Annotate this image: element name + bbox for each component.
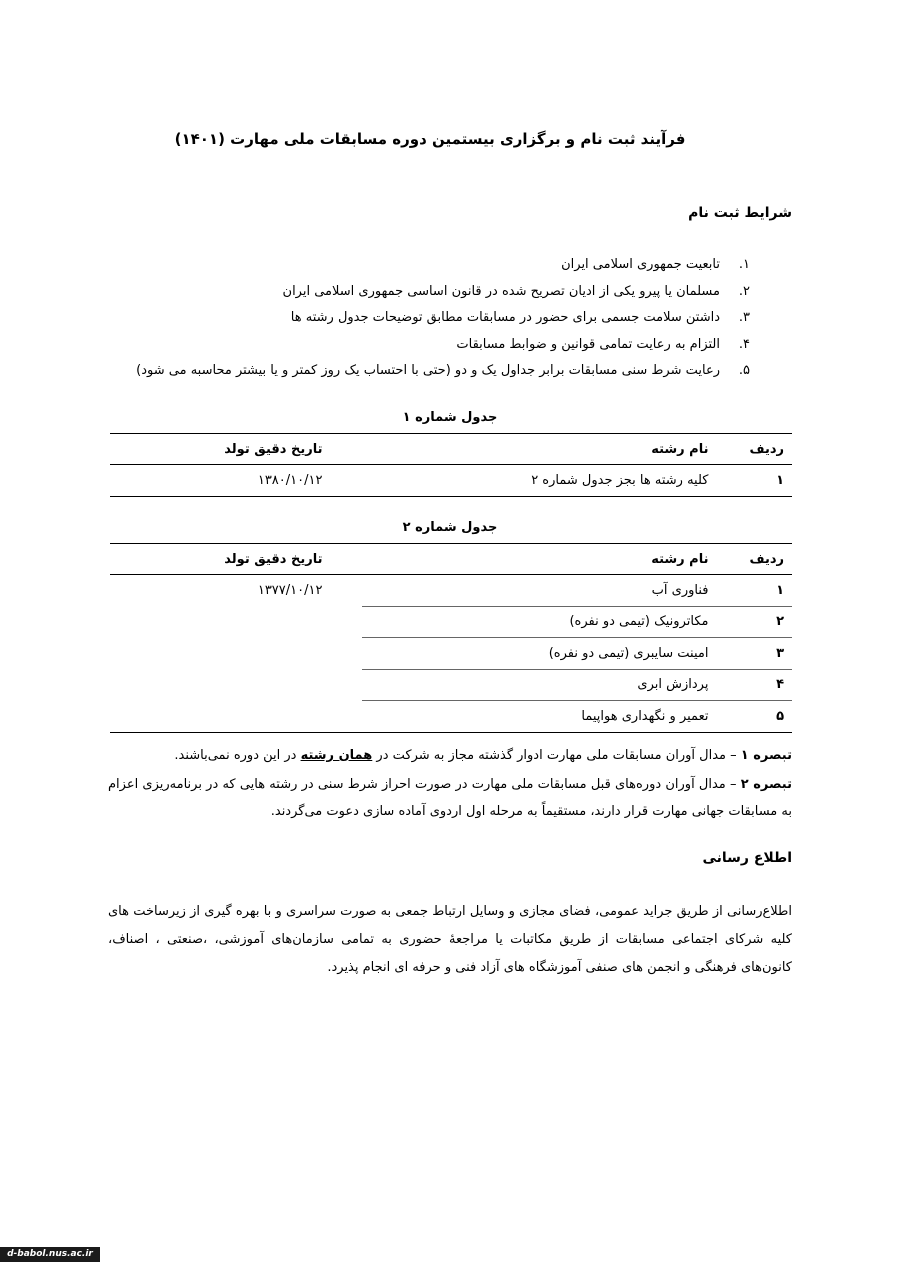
list-item bbox=[70, 305, 750, 332]
row-number: ۱ bbox=[748, 465, 792, 497]
conditions-heading: شرایط ثبت نام bbox=[688, 205, 792, 221]
note-2-text: – مدال آوران دوره‌های قبل مسابقات ملی مهارت در صورت احراز شرط سنی در رشته هایی که در برنامه‌ریزی اعزام به مسابقات جهانی مهارت قرار دارند، مستقیماً به مرحله اول اردوی آماده سازی دعوت می‌گردند. bbox=[108, 777, 792, 819]
table-row bbox=[110, 638, 792, 670]
table-row bbox=[110, 606, 792, 638]
list-item bbox=[70, 332, 750, 359]
table-header-row bbox=[110, 434, 792, 465]
field-name: مکاترونیک (تیمی دو نفره) bbox=[362, 606, 748, 638]
birth-date: ۱۳۸۰/۱۰/۱۲ bbox=[110, 465, 362, 497]
info-heading: اطلاع رسانی bbox=[702, 850, 792, 866]
row-number: ۲ bbox=[748, 606, 792, 638]
item-text: مسلمان یا پیرو یکی از ادیان تصریح شده در قانون اساسی جمهوری اسلامی ایران bbox=[282, 283, 720, 299]
field-name: امینت سایبری (تیمی دو نفره) bbox=[362, 638, 748, 670]
page-title: فرآیند ثبت نام و برگزاری بیستمین دوره مسابقات ملی مهارت (۱۴۰۱) bbox=[174, 130, 686, 148]
table-header-row bbox=[110, 544, 792, 575]
header-birth-date: تاریخ دقیق تولد bbox=[110, 544, 362, 575]
note-1-label: تبصره ۱ bbox=[740, 748, 792, 763]
item-text: رعایت شرط سنی مسابقات برابر جداول یک و دو (حتی با احتساب یک روز کمتر و یا بیشتر محاسبه می شود) bbox=[136, 363, 720, 378]
row-number: ۳ bbox=[748, 638, 792, 670]
birth-date-cell bbox=[110, 638, 362, 670]
table-row bbox=[110, 575, 792, 607]
header-row-number: ردیف bbox=[748, 434, 792, 465]
item-number: ۱. bbox=[738, 257, 750, 272]
header-field-name: نام رشته bbox=[362, 544, 748, 575]
note-1 bbox=[108, 742, 792, 769]
note-1-text-end: در این دوره نمی‌باشند. bbox=[174, 748, 301, 763]
note-1-text: – مدال آوران مسابقات ملی مهارت ادوار گذشته مجاز به شرکت در bbox=[372, 748, 741, 763]
birth-date: ۱۳۷۷/۱۰/۱۲ bbox=[257, 583, 323, 598]
header-birth-date: تاریخ دقیق تولد bbox=[110, 434, 362, 465]
site-footer-label: d-babol.nus.ac.ir bbox=[0, 1247, 100, 1262]
note-1-emphasis: همان رشته bbox=[300, 748, 373, 763]
list-item bbox=[70, 252, 750, 279]
note-2 bbox=[108, 771, 792, 825]
note-2-label: تبصره ۲ bbox=[740, 777, 792, 792]
table1-caption: جدول شماره ۱ bbox=[402, 410, 498, 425]
birth-date-cell bbox=[110, 701, 362, 733]
info-paragraph: اطلاع‌رسانی از طریق جراید عمومی، فضای مجازی و وسایل ارتباط جمعی به صورت سراسری و با بهره گیری از زیرساخت های کلیه شرکای اجتماعی مسابقات از طریق مکاتبات یا مراجعهٔ حضوری به تمامی سازمان‌های آموزشی، ،صنعتی ، اصناف، کانون‌های فرهنگی و انجمن های صنفی آموزشگاه های آزاد فنی و حرفه ای انجام پذیرد. bbox=[108, 904, 792, 975]
item-number: ۳. bbox=[738, 310, 750, 325]
table-row bbox=[110, 701, 792, 733]
row-number: ۴ bbox=[748, 669, 792, 701]
header-field-name: نام رشته bbox=[362, 434, 748, 465]
list-item bbox=[70, 358, 750, 385]
row-number: ۵ bbox=[748, 701, 792, 733]
table-row bbox=[110, 669, 792, 701]
table2-caption: جدول شماره ۲ bbox=[402, 520, 498, 535]
row-number: ۱ bbox=[748, 575, 792, 607]
list-item bbox=[70, 279, 750, 306]
table-row bbox=[110, 465, 792, 497]
field-name: فناوری آب bbox=[362, 575, 748, 607]
item-number: ۴. bbox=[738, 336, 750, 352]
table2 bbox=[110, 543, 792, 733]
field-name: پردازش ابری bbox=[362, 669, 748, 701]
item-number: ۵. bbox=[738, 363, 750, 378]
item-text: التزام به رعایت تمامی قوانین و ضوابط مسابقات bbox=[456, 336, 720, 352]
birth-date-cell bbox=[110, 606, 362, 638]
header-row-number: ردیف bbox=[748, 544, 792, 575]
table1 bbox=[110, 433, 792, 497]
item-text: تابعیت جمهوری اسلامی ایران bbox=[561, 257, 720, 272]
item-number: ۲. bbox=[738, 283, 750, 299]
conditions-list bbox=[70, 252, 750, 385]
item-text: داشتن سلامت جسمی برای حضور در مسابقات مطابق توضیحات جدول رشته ها bbox=[290, 310, 720, 325]
birth-date-cell bbox=[110, 669, 362, 701]
field-name: کلیه رشته ها بجز جدول شماره ۲ bbox=[362, 465, 748, 497]
field-name: تعمیر و نگهداری هواپیما bbox=[362, 701, 748, 733]
